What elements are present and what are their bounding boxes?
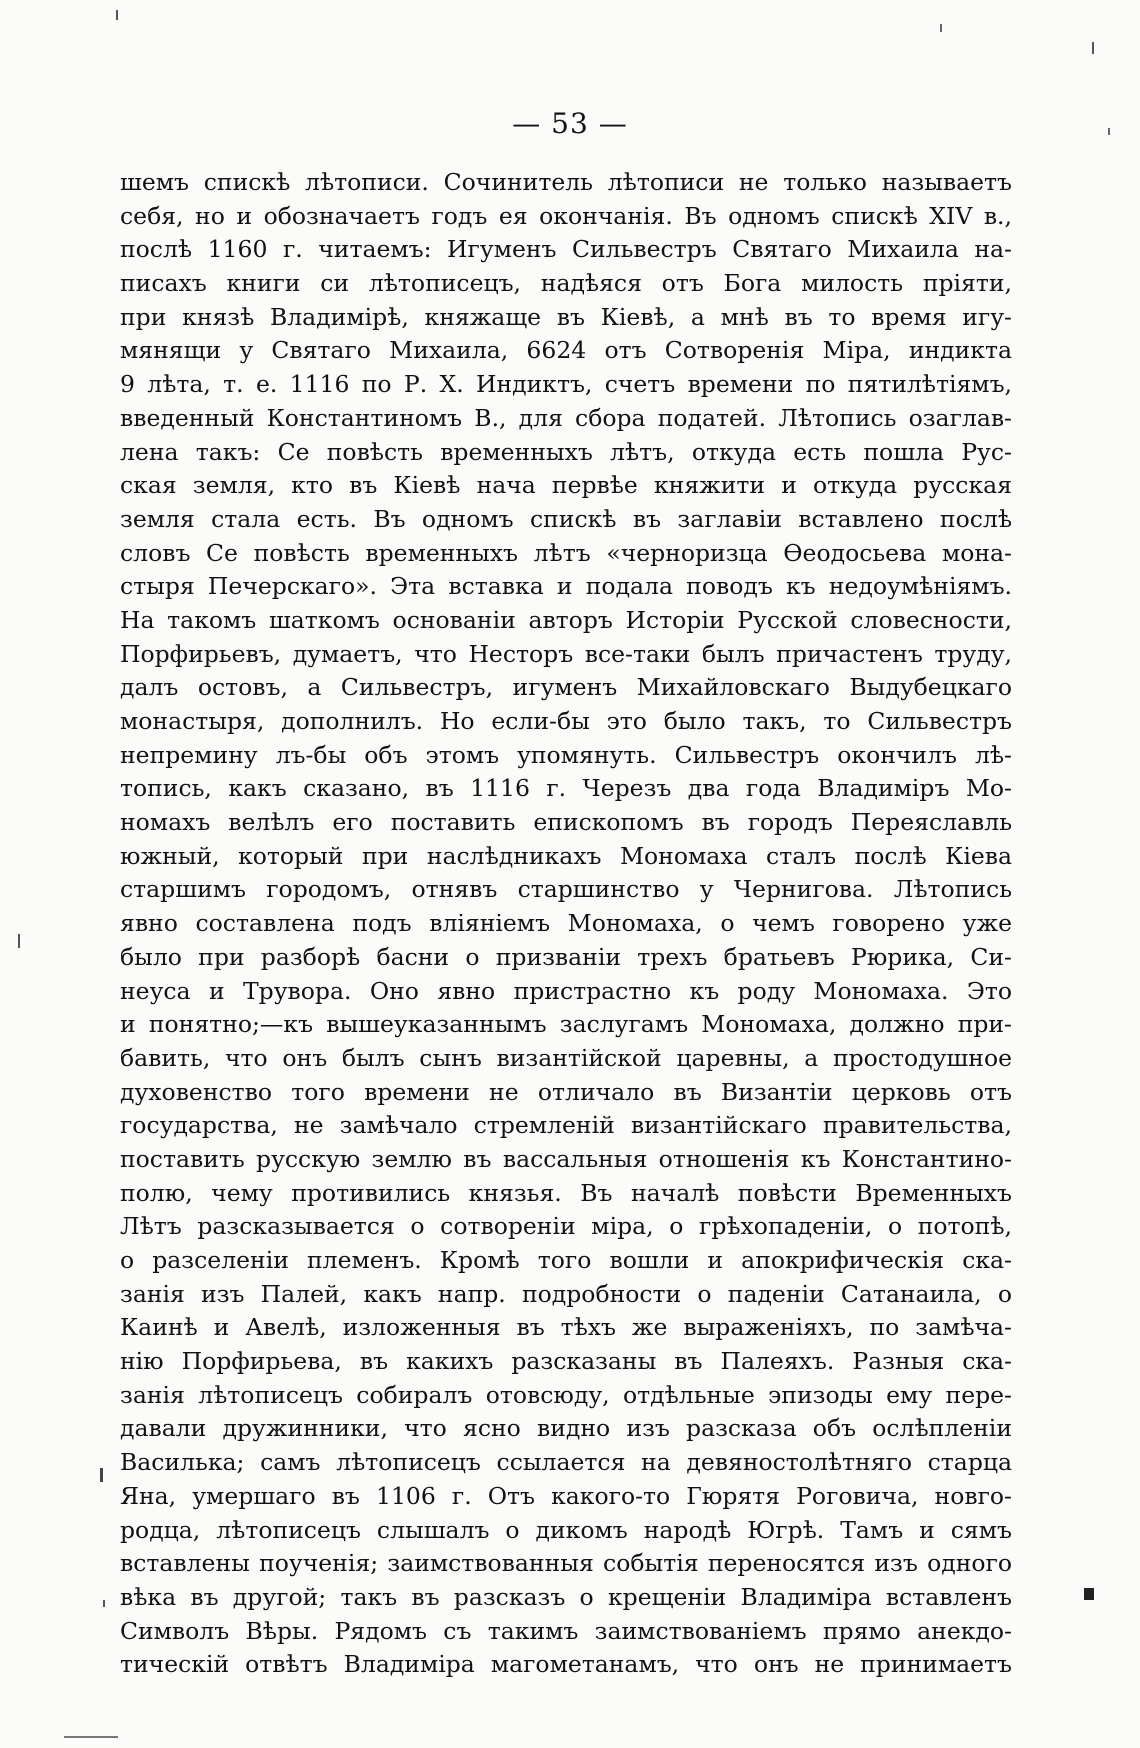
text-line: 9 лѣта, т. е. 1116 по Р. Х. Индиктъ, счетъ времени по пятилѣтіямъ, xyxy=(120,370,1012,399)
scan-speck xyxy=(64,1736,118,1738)
text-line: лена такъ: Се повѣсть временныхъ лѣтъ, откуда есть пошла Рус- xyxy=(120,437,1012,466)
text-line: полю, чему противились князья. Въ началѣ повѣсти Временныхъ xyxy=(120,1178,1012,1207)
text-line: Лѣтъ разсказывается о сотвореніи міра, о грѣхопаденіи, о потопѣ, xyxy=(120,1212,1012,1241)
text-line: ская земля, кто въ Кіевѣ нача первѣе княжити и откуда русская xyxy=(120,471,1012,500)
text-line: послѣ 1160 г. читаемъ: Игуменъ Сильвестръ Святаго Михаила на- xyxy=(120,235,1012,264)
scan-speck xyxy=(116,10,118,20)
page-number: — 53 — xyxy=(512,107,628,140)
text-line: государства, не замѣчало стремленій византійскаго правительства, xyxy=(120,1111,1012,1140)
text-line: нію Порфирьева, въ какихъ разсказаны въ Палеяхъ. Разныя ска- xyxy=(120,1347,1012,1376)
text-line: монастыря, дополнилъ. Но если-бы это было такъ, то Сильвестръ xyxy=(120,707,1012,735)
text-line: Символъ Вѣры. Рядомъ съ такимъ заимствованіемъ прямо анекдо- xyxy=(120,1616,1012,1645)
text-line: южный, который при наслѣдникахъ Мономаха сталъ послѣ Кіева xyxy=(120,841,1012,870)
text-line: топись, какъ сказано, въ 1116 г. Черезъ два года Владиміръ Мо- xyxy=(120,774,1012,803)
text-line: при князѣ Владимірѣ, княжаще въ Кіевѣ, а мнѣ въ то время игу- xyxy=(120,302,1012,331)
text-line: тическій отвѣтъ Владиміра магометанамъ, что онъ не принимаетъ xyxy=(120,1650,1012,1679)
text-line: Порфирьевъ, думаетъ, что Несторъ все-таки былъ причастенъ труду, xyxy=(120,639,1012,668)
text-line: словъ Се повѣсть временныхъ лѣтъ «черноризца Ѳеодосьева мона- xyxy=(120,538,1012,567)
text-line: Василька; самъ лѣтописецъ ссылается на девяностолѣтняго старца xyxy=(120,1448,1012,1477)
text-line: занія изъ Палей, какъ напр. подробности о паденіи Сатанаила, о xyxy=(120,1279,1012,1308)
main-text xyxy=(120,166,1012,1682)
scan-speck xyxy=(18,934,20,948)
text-line: стыря Печерскаго». Эта вставка и подала поводъ къ недоумѣніямъ. xyxy=(120,572,1012,601)
text-line: писахъ книги си лѣтописецъ, надѣяся отъ Бога милость пріяти, xyxy=(120,269,1012,298)
text-line: о разселеніи племенъ. Кромѣ того вошли и апокрифическія ска- xyxy=(120,1246,1012,1274)
text-line: вставлены поученія; заимствованныя событія переносятся изъ одного xyxy=(120,1549,1012,1578)
text-line: Яна, умершаго въ 1106 г. Отъ какого-то Гюрятя Роговича, новго- xyxy=(120,1481,1012,1510)
text-line: введенный Константиномъ В., для сбора податей. Лѣтопись озаглав- xyxy=(120,403,1012,432)
text-line: занія лѣтописецъ собиралъ отовсюду, отдѣльные эпизоды ему пере- xyxy=(120,1380,1012,1409)
scan-speck xyxy=(103,1600,105,1607)
text-line: неуса и Трувора. Оно явно пристрастно къ роду Мономаха. Это xyxy=(120,976,1012,1005)
scan-speck xyxy=(1084,1588,1094,1600)
text-line: и понятно;—къ вышеуказаннымъ заслугамъ Мономаха, должно при- xyxy=(120,1010,1012,1039)
text-line: мянящи у Святаго Михаила, 6624 отъ Сотворенія Міра, индикта xyxy=(120,336,1012,365)
text-line: Каинѣ и Авелѣ, изложенныя въ тѣхъ же выраженіяхъ, по замѣча- xyxy=(120,1313,1012,1342)
text-line: поставить русскую землю въ вассальныя отношенія къ Константино- xyxy=(120,1144,1012,1173)
text-line: земля стала есть. Въ одномъ спискѣ въ заглавіи вставлено послѣ xyxy=(120,504,1012,533)
text-line: себя, но и обозначаетъ годъ ея окончанія. Въ одномъ спискѣ XIV в., xyxy=(120,201,1012,230)
text-line: духовенство того времени не отличало въ Византіи церковь отъ xyxy=(120,1077,1012,1106)
scan-speck xyxy=(1092,42,1094,54)
text-line: далъ остовъ, а Сильвестръ, игуменъ Михайловскаго Выдубецкаго xyxy=(120,673,1012,702)
text-line: шемъ спискѣ лѣтописи. Сочинитель лѣтописи не только называетъ xyxy=(120,168,1012,196)
text-line: номахъ велѣлъ его поставить епископомъ въ городъ Переяславль xyxy=(120,808,1012,837)
text-line: непремину лъ-бы объ этомъ упомянуть. Сильвестръ окончилъ лѣ- xyxy=(120,740,1012,769)
scan-speck xyxy=(100,1468,103,1482)
text-line: На такомъ шаткомъ основаніи авторъ Исторіи Русской словесности, xyxy=(120,605,1012,634)
text-line: вѣка въ другой; такъ въ разсказъ о крещеніи Владиміра вставленъ xyxy=(120,1582,1012,1611)
text-line: явно составлена подъ вліяніемъ Мономаха, о чемъ говорено уже xyxy=(120,909,1012,938)
text-line: было при разборѣ басни о призваніи трехъ братьевъ Рюрика, Си- xyxy=(120,942,1012,971)
scan-speck xyxy=(940,24,942,32)
text-line: старшимъ городомъ, отнявъ старшинство у Чернигова. Лѣтопись xyxy=(120,875,1012,904)
text-line: бавить, что онъ былъ сынъ византійской царевны, а простодушное xyxy=(120,1043,1012,1072)
text-line: давали дружинники, что ясно видно изъ разсказа объ ослѣпленіи xyxy=(120,1414,1012,1443)
text-line: родца, лѣтописецъ слышалъ о дикомъ народѣ Югрѣ. Тамъ и сямъ xyxy=(120,1515,1012,1544)
